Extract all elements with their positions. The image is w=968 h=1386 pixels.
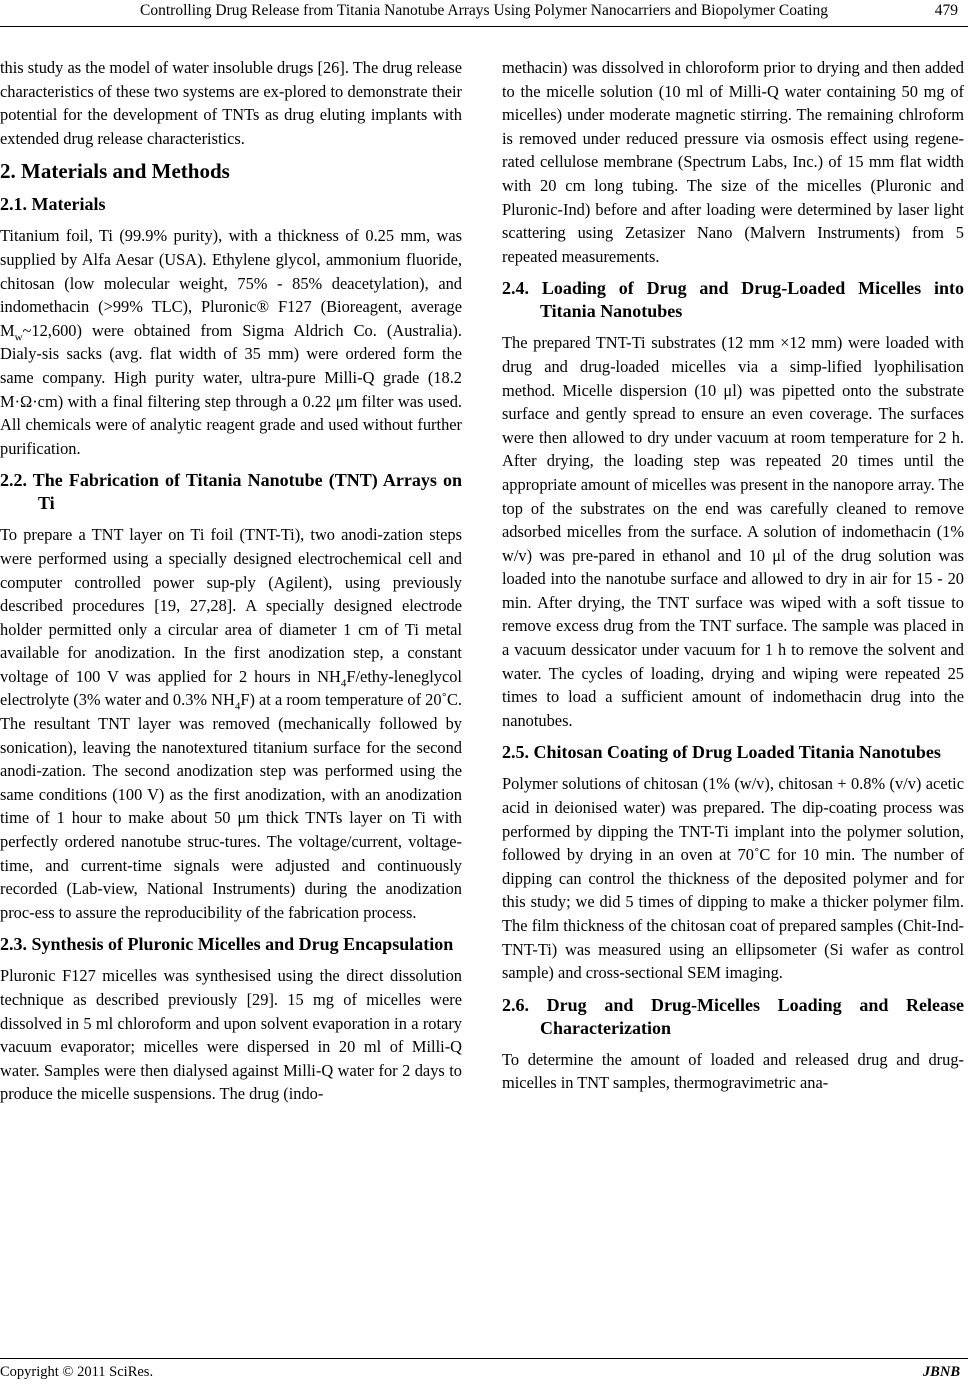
page-footer bbox=[0, 1364, 968, 1384]
subsection-heading-synthesis: 2.3. Synthesis of Pluronic Micelles and Drug Encapsulation bbox=[0, 934, 454, 955]
page-header bbox=[0, 2, 968, 24]
subsection-heading-fabrication: 2.2. The Fabrication of Titania Nanotube (TNT) Arrays on Ti bbox=[0, 470, 462, 514]
header-divider bbox=[0, 26, 968, 27]
footer-divider bbox=[0, 1358, 968, 1359]
page-number: 479 bbox=[934, 2, 958, 19]
fabrication-paragraph: To prepare a TNT layer on Ti foil (TNT-Ti), two anodi-zation steps were performed using a specially designed electrochemical cell and computer controlled power sup-ply (Agilent), using previously described procedures [19, 27,28]. A specially designed electrode holder permitted only a circular area of diameter 1 cm of Ti metal available for anodization. In the first anodization step, a constant voltage of 100 V was applied for 2 hours in $NH_4F/ethy$-leneglycol electrolyte (3% water and 0.3% $NH_4F$) at a room temperature of 20˚C. The resultant TNT layer was removed (mechanically followed by sonication), leaving the nanotextured titanium surface for the second anodi-zation. The second anodization step was performed using the same conditions (100 V) as the first anodization, with an anodization time of 1 hour to make about 50 μm thick TNTs layer on Ti with perfectly ordered nanotube struc-tures. The voltage/current, voltage-time, and current-time signals were adjusted and continuously recorded (Lab-view, National Instruments) during the anodization proc-ess to assure the reproducibility of the fabrication process. bbox=[0, 525, 463, 922]
intro-paragraph: this study as the model of water insoluble drugs [26]. The drug release characteristics of these two systems are ex-plored to demonstrate their potential for the development of TNTs as drug eluting implants with extended drug release characteristics. bbox=[0, 58, 462, 148]
subsection-heading-release-characterization: 2.6. Drug and Drug-Micelles Loading and Release Characterization bbox=[502, 994, 964, 1038]
materials-paragraph: Titanium foil, Ti (99.9% purity), with a thickness of 0.25 mm, was supplied by Alfa Aesar (USA). Ethylene glycol, ammonium fluoride, chitosan (low molecular weight, 75% - 85% deacetylation), and indomethacin (>99% TLC), Pluronic® F127 (Bioreagent, average $M_w\sim 12,600$) were obtained from Sigma Aldrich Co. (Australia). Dialy-sis sacks (avg. flat width of 35 mm) were ordered form the same company. High purity water, ultra-pure Milli-Q grade (18.2 M·Ω·cm) with a final filtering step through a 0.22 μm filter was used. All chemicals were of analytic reagent grade and used without further purification. bbox=[0, 226, 462, 458]
subsection-heading-materials: 2.1. Materials bbox=[0, 194, 106, 215]
subsection-heading-loading: 2.4. Loading of Drug and Drug-Loaded Micelles into Titania Nanotubes bbox=[502, 278, 964, 322]
running-title: Controlling Drug Release from Titania Nanotube Arrays Using Polymer Nanocarriers and Biopolymer Coating bbox=[140, 2, 828, 19]
loading-paragraph: The prepared TNT-Ti substrates (12 mm ×12 mm) were loaded with drug and drug-loaded micelles via a simp-lified lyophilisation method. Micelle dispersion (10 μl) was pipetted onto the substrate surface and gently spread to ensure an even coverage. The surfaces were then allowed to dry under vacuum at room temperature for 2 h. After drying, the loading step was repeated 20 times until the appropriate amount of micelles was present in the nanopore array. The top of the substrates on the end was carefully cleaned to remove adsorbed micelles from the surface. A solution of indomethacin (1% w/v) was pre-pared in ethanol and 10 μl of the drug solution was loaded into the nanotube surface and allowed to dry in air for 15 - 20 min. After drying, the TNT surface was wiped with a soft tissue to remove excess drug from the TNT surface. The sample was placed in a vacuum dessicator under vacuum for 1 h to remove the solvent and water. The cycles of loading, drying and wiping were repeated 25 times to load a sufficient amount of indomethacin drug into the nanotubes. bbox=[502, 333, 964, 730]
right-column bbox=[502, 56, 964, 1095]
section-heading-materials-methods: 2. Materials and Methods bbox=[0, 159, 230, 184]
subsection-heading-chitosan-coating: 2.5. Chitosan Coating of Drug Loaded Titania Nanotubes bbox=[502, 742, 941, 763]
release-paragraph: To determine the amount of loaded and released drug and drug-micelles in TNT samples, thermogravimetric ana- bbox=[502, 1049, 964, 1093]
copyright-notice: Copyright © 2011 SciRes. bbox=[0, 1364, 154, 1380]
synthesis-paragraph-continued: methacin) was dissolved in chloroform prior to drying and then added to the micelle solution (10 ml of Milli-Q water containing 50 mg of micelles) under moderate magnetic stirring. The remaining chlroform is removed under reduced pressure via osmosis effect using regene-rated cellulose membrane (Spectrum Labs, Inc.) of 15 mm flat width with 20 cm long tubing. The size of the micelles (Pluronic and Pluronic-Ind) before and after loading were determined by laser light scattering using Zetasizer Nano (Malvern Instruments) from 5 repeated measurements. bbox=[502, 58, 964, 266]
journal-abbreviation: JBNB bbox=[922, 1364, 960, 1380]
chitosan-paragraph: Polymer solutions of chitosan (1% (w/v), chitosan + 0.8% (v/v) acetic acid in deionised water) was prepared. The dip-coating process was performed by dipping the TNT-Ti implant into the polymer solution, followed by drying in an oven at 70˚C for 10 min. The number of dipping can control the thickness of the deposited polymer and for this study; we did 5 times of dipping to make a thicker polymer film. The film thickness of the chitosan coat of prepared samples (Chit-Ind-TNT-Ti) was measured using an ellipsometer (Si wafer as control sample) and cross-sectional SEM imaging. bbox=[502, 774, 964, 983]
left-column bbox=[0, 56, 462, 1106]
synthesis-paragraph: Pluronic F127 micelles was synthesised using the direct dissolution technique as described previously [29]. 15 mg of micelles were dissolved in 5 ml chloroform and upon solvent evaporation in a rotary vacuum evaporator; micelles were dispersed in 20 ml of Milli-Q water. Samples were then dialysed against Milli-Q water for 2 days to produce the micelle suspensions. The drug (indo- bbox=[0, 966, 462, 1104]
